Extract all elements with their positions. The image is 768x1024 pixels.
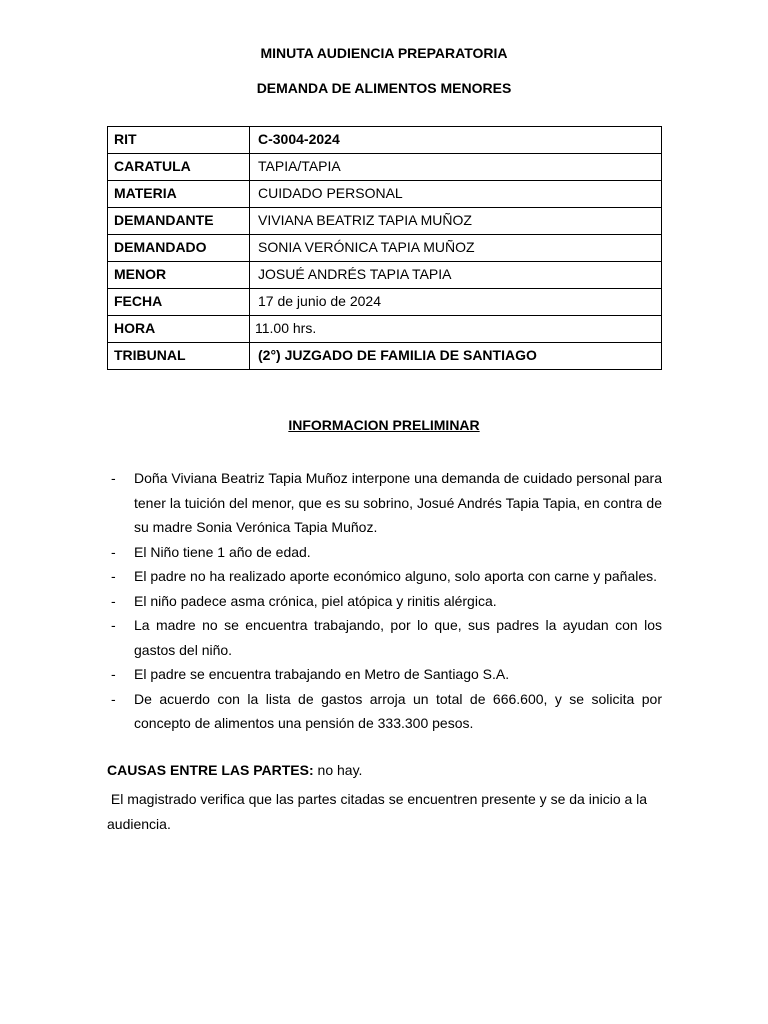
hora-value: 11.00 hrs. — [250, 316, 662, 343]
fecha-value: 17 de junio de 2024 — [250, 289, 662, 316]
table-row-hora — [108, 316, 662, 343]
list-item — [107, 613, 662, 662]
menor-value: JOSUÉ ANDRÉS TAPIA TAPIA — [250, 262, 662, 289]
list-item — [107, 662, 662, 687]
list-item — [107, 687, 662, 736]
demandado-value: SONIA VERÓNICA TAPIA MUÑOZ — [250, 235, 662, 262]
case-info-table — [107, 126, 662, 370]
rit-value: C-3004-2024 — [250, 127, 662, 154]
list-item-text: El padre no ha realizado aporte económico alguno, solo aporta con carne y pañales. — [134, 568, 658, 584]
list-item-text: La madre no se encuentra trabajando, por lo que, sus padres la ayudan con los gastos del niño. — [134, 617, 662, 658]
table-row-materia — [108, 181, 662, 208]
magistrado-paragraph — [107, 787, 667, 837]
menor-label: MENOR — [108, 262, 250, 289]
tribunal-label: TRIBUNAL — [108, 343, 250, 370]
table-row-tribunal — [108, 343, 662, 370]
caratula-label: CARATULA — [108, 154, 250, 181]
bullet-dash: - — [111, 666, 116, 682]
section-heading: INFORMACION PRELIMINAR — [288, 417, 480, 433]
bullet-dash: - — [111, 470, 116, 486]
hora-label: HORA — [108, 316, 250, 343]
document-subtitle: DEMANDA DE ALIMENTOS MENORES — [256, 80, 512, 96]
table-row-fecha — [108, 289, 662, 316]
demandante-value: VIVIANA BEATRIZ TAPIA MUÑOZ — [250, 208, 662, 235]
list-item-text: Doña Viviana Beatriz Tapia Muñoz interpone una demanda de cuidado personal para tener la tuición del menor, que es su sobrino, Josué Andrés Tapia Tapia, en contra de su madre Sonia Verónica Tapia Muñoz. — [134, 470, 662, 535]
list-item-text: El Niño tiene 1 año de edad. — [134, 543, 311, 560]
list-item-text: El padre se encuentra trabajando en Metro de Santiago S.A. — [134, 666, 510, 682]
caratula-value: TAPIA/TAPIA — [250, 154, 662, 181]
document-title: MINUTA AUDIENCIA PREPARATORIA — [260, 45, 508, 61]
causas-value: no hay. — [313, 762, 363, 778]
list-item-text: De acuerdo con la lista de gastos arroja un total de 666.600, y se solicita por concepto de alimentos una pensión de 333.300 pesos. — [134, 690, 662, 731]
list-item — [107, 589, 662, 614]
causas-paragraph — [107, 762, 667, 778]
materia-label: MATERIA — [108, 181, 250, 208]
bullet-dash: - — [111, 690, 116, 707]
bullet-dash: - — [111, 592, 116, 609]
preliminary-info-list — [107, 466, 662, 736]
causas-label: CAUSAS ENTRE LAS PARTES: — [107, 762, 314, 778]
fecha-label: FECHA — [108, 289, 250, 316]
bullet-dash: - — [111, 568, 116, 584]
list-item — [107, 466, 662, 540]
table-row-demandado — [108, 235, 662, 262]
list-item — [107, 564, 662, 589]
tribunal-value: (2°) JUZGADO DE FAMILIA DE SANTIAGO — [250, 343, 662, 370]
magistrado-text: El magistrado verifica que las partes citadas se encuentren presente y se da inicio a la audiencia. — [107, 791, 648, 832]
demandante-label: DEMANDANTE — [108, 208, 250, 235]
table-row-rit — [108, 127, 662, 154]
table-row-menor — [108, 262, 662, 289]
demandado-label: DEMANDADO — [108, 235, 250, 262]
table-row-demandante — [108, 208, 662, 235]
bullet-dash: - — [111, 617, 116, 633]
rit-label: RIT — [108, 127, 250, 154]
list-item — [107, 540, 662, 565]
bullet-dash: - — [111, 543, 116, 560]
table-row-caratula — [108, 154, 662, 181]
list-item-text: El niño padece asma crónica, piel atópica y rinitis alérgica. — [134, 592, 497, 609]
materia-value: CUIDADO PERSONAL — [250, 181, 662, 208]
